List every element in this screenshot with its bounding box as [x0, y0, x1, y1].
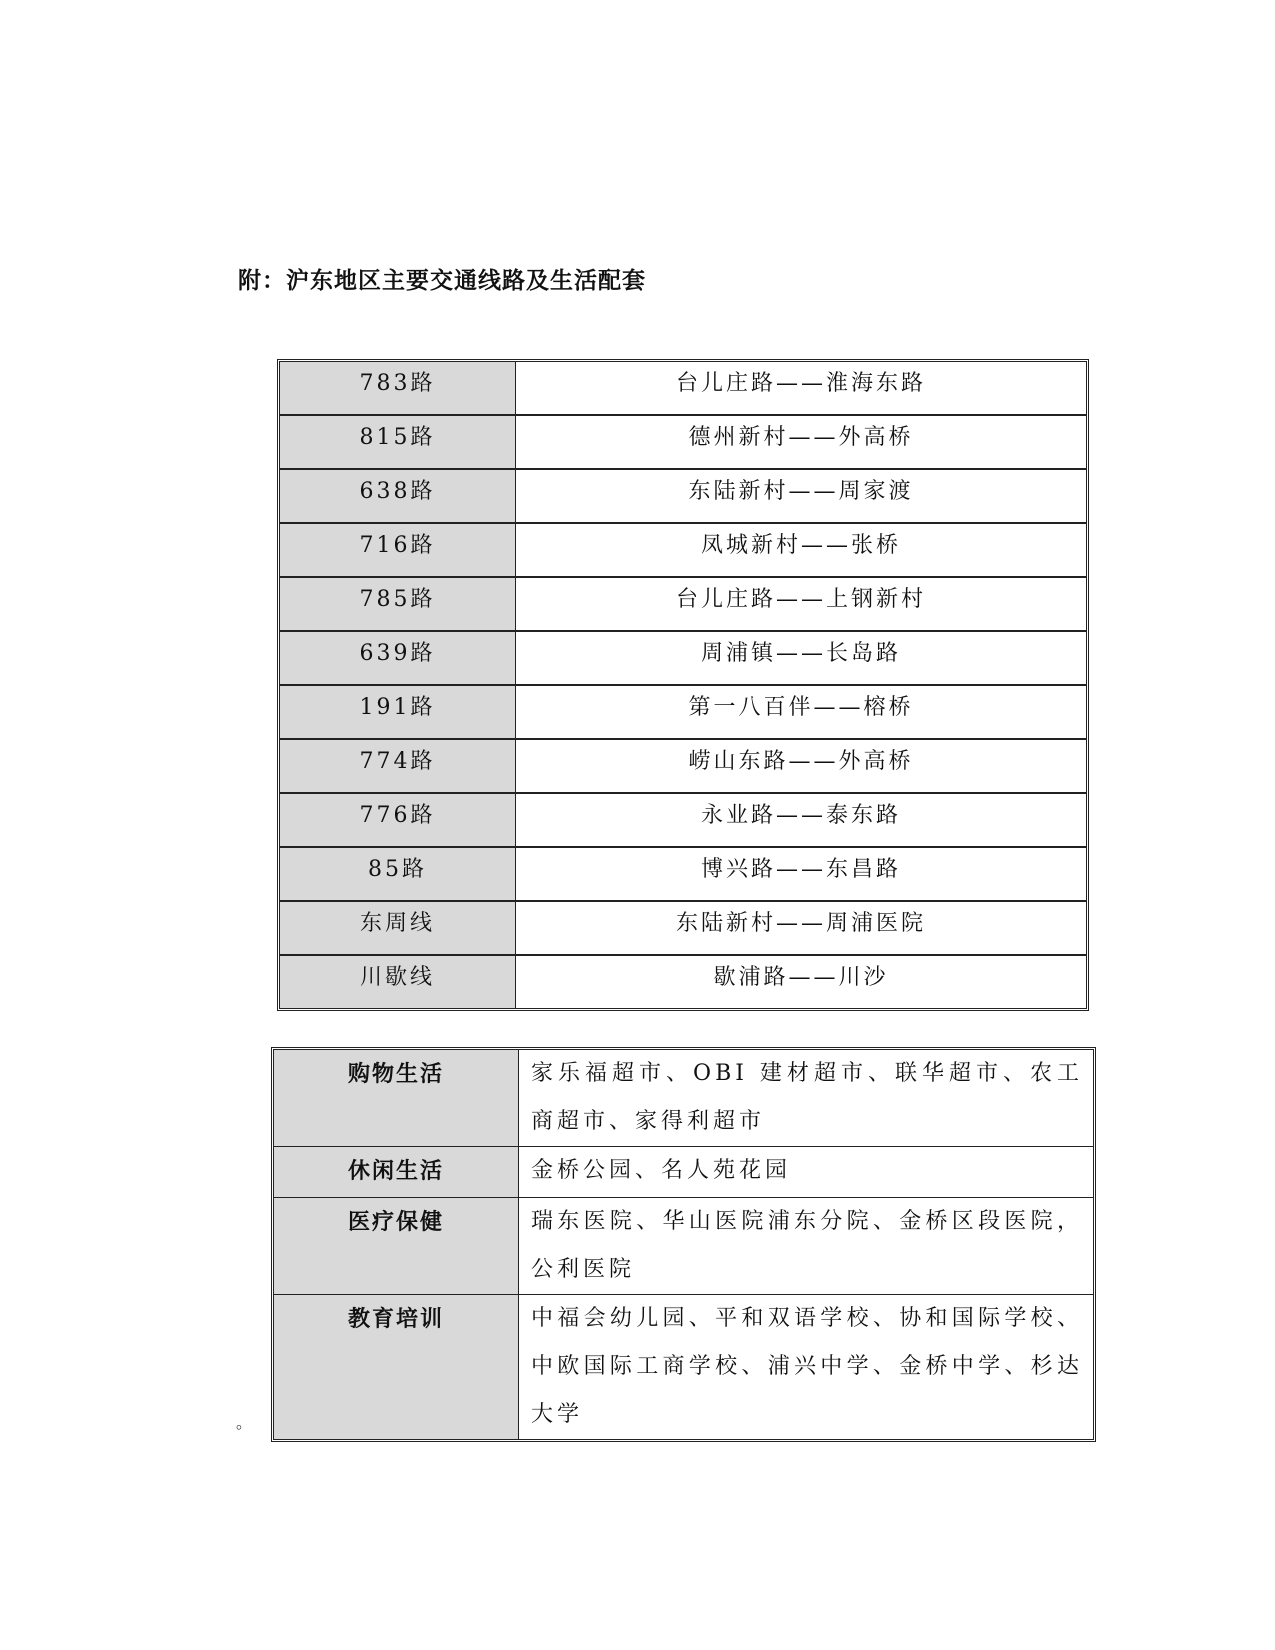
amenity-list: 金桥公园、名人苑花园 [519, 1147, 1093, 1198]
amenity-list: 家乐福超市、OBI 建材超市、联华超市、农工商超市、家得利超市 [519, 1050, 1093, 1147]
route-line: 歇浦路——川沙 [713, 965, 889, 990]
table-row [280, 578, 1086, 632]
amenity-list: 瑞东医院、华山医院浦东分院、金桥区段医院，公利医院 [519, 1198, 1093, 1295]
route-number: 783路 [280, 362, 516, 416]
route-number: 815路 [280, 416, 516, 470]
amenity-category: 休闲生活 [274, 1147, 519, 1198]
route-line: 周浦镇——长岛路 [516, 632, 1086, 686]
table-row [280, 794, 1086, 848]
table-row [280, 848, 1086, 902]
trailing-period: 。 [236, 1413, 253, 1432]
life-amenities-table [271, 1047, 1096, 1442]
route-number: 东周线 [280, 902, 516, 956]
route-number: 639路 [280, 632, 516, 686]
table-row [280, 470, 1086, 524]
amenity-category: 购物生活 [274, 1050, 519, 1147]
route-number: 川歇线 [280, 956, 516, 1008]
table-row [274, 1198, 1093, 1295]
route-line: 东陆新村——周浦医院 [516, 902, 1086, 956]
route-line: 台儿庄路——上钢新村 [516, 578, 1086, 632]
page-heading: 附：沪东地区主要交通线路及生活配套 [238, 268, 646, 294]
route-line: 第一八百伴——榕桥 [516, 686, 1086, 740]
route-line: 崂山东路——外高桥 [516, 740, 1086, 794]
route-line: 博兴路——东昌路 [516, 848, 1086, 902]
table-row [280, 740, 1086, 794]
route-line: 凤城新村——张桥 [516, 524, 1086, 578]
route-line: 德州新村——外高桥 [516, 416, 1086, 470]
table-row [280, 524, 1086, 578]
bus-routes-table [277, 359, 1089, 1011]
table-row [280, 902, 1086, 956]
table-row [274, 1295, 1093, 1439]
route-number: 638路 [280, 470, 516, 524]
route-number: 191路 [280, 686, 516, 740]
table-row [280, 632, 1086, 686]
table-row [280, 956, 1086, 1008]
table-row [280, 686, 1086, 740]
table-row [280, 416, 1086, 470]
amenity-list: 中福会幼儿园、平和双语学校、协和国际学校、中欧国际工商学校、浦兴中学、金桥中学、杉达大学 [531, 1306, 1083, 1427]
route-line: 台儿庄路——淮海东路 [516, 362, 1086, 416]
route-number: 85路 [280, 848, 516, 902]
amenity-category: 教育培训 [274, 1295, 519, 1439]
table-row [280, 362, 1086, 416]
route-line: 永业路——泰东路 [516, 794, 1086, 848]
route-number: 776路 [280, 794, 516, 848]
route-line: 东陆新村——周家渡 [516, 470, 1086, 524]
table-row [274, 1147, 1093, 1198]
route-number: 716路 [280, 524, 516, 578]
amenity-category: 医疗保健 [274, 1198, 519, 1295]
route-number: 785路 [280, 578, 516, 632]
route-number: 774路 [280, 740, 516, 794]
table-row [274, 1050, 1093, 1147]
